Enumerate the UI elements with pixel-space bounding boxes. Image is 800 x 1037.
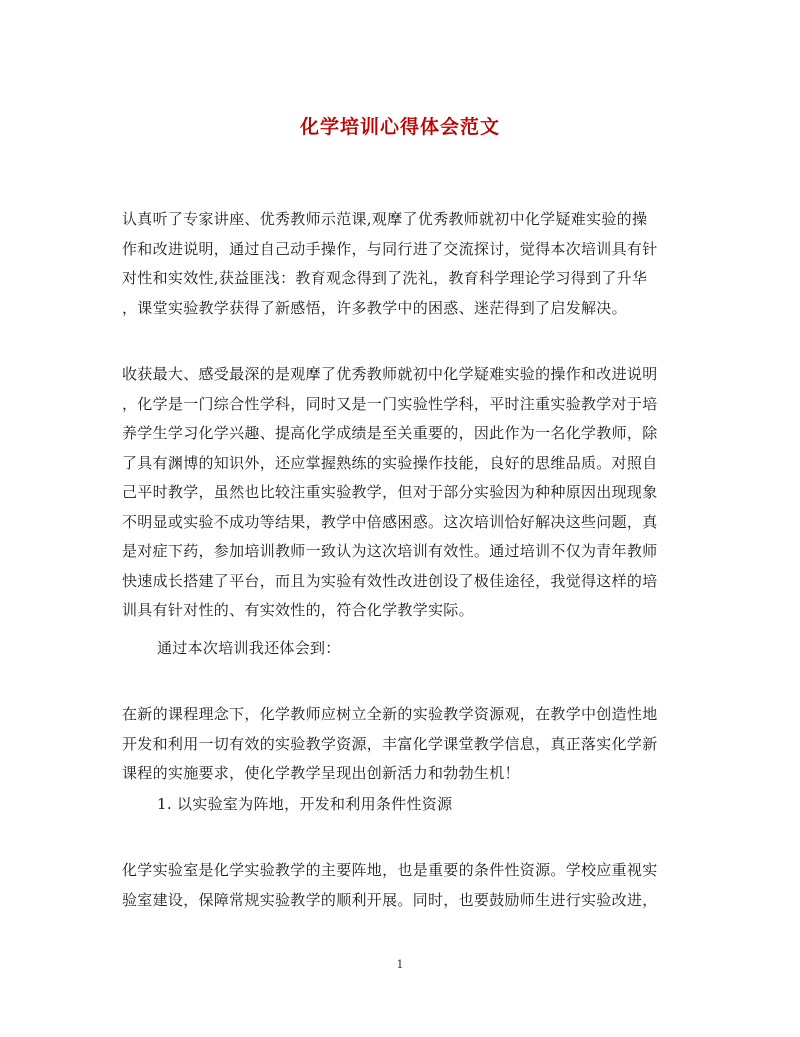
paragraph-line: 开发和利用一切有效的实验教学资源，丰富化学课堂教学信息，真正落实化学新: [122, 734, 658, 753]
paragraph-line: 作和改进说明，通过自己动手操作，与同行进了交流探讨，觉得本次培训具有针: [122, 239, 658, 258]
page-number: 1: [396, 958, 404, 971]
paragraph-line: 化学实验室是化学实验教学的主要阵地，也是重要的条件性资源。学校应重视实: [122, 861, 658, 879]
paragraph-line: 不明显或实验不成功等结果，教学中倍感困惑。这次培训恰好解决这些问题，真: [122, 512, 658, 531]
paragraph-line: 己平时教学，虽然也比较注重实验教学，但对于部分实验因为种种原因出现现象: [122, 483, 658, 501]
paragraph-4: [122, 700, 682, 789]
paragraph-line: 快速成长搭建了平台，而且为实验有效性改进创设了极佳途径，我觉得这样的培: [122, 571, 658, 590]
paragraph-1: [122, 205, 682, 323]
paragraph-line: 课程的实施要求，使化学教学呈现出创新活力和勃勃生机！: [122, 764, 520, 782]
paragraph-line: ，课堂实验教学获得了新感悟，许多教学中的困惑、迷茫得到了启发解决。: [122, 298, 627, 317]
paragraph-line: 验室建设，保障常规实验教学的顺利开展。同时，也要鼓励师生进行实验改进，: [122, 890, 658, 909]
paragraph-line: 训具有针对性的、有实效性的，符合化学教学实际。: [122, 601, 474, 619]
paragraph-line: 通过本次培训我还体会到：: [157, 639, 341, 657]
paragraph-2: [122, 360, 682, 626]
paragraph-line: 是对症下药，参加培训教师一致认为这次培训有效性。通过培训不仅为青年教师: [122, 542, 658, 560]
paragraph-line: ，化学是一门综合性学科，同时又是一门实验性学科，平时注重实验教学对于培: [122, 394, 658, 413]
paragraph-line: 养学生学习化学兴趣、提高化学成绩是至关重要的，因此作为一名化学教师，除: [122, 424, 658, 442]
paragraph-line: 1. 以实验室为阵地，开发和利用条件性资源: [157, 795, 453, 813]
paragraph-6: [122, 856, 682, 915]
document-title: 化学培训心得体会范文: [299, 116, 500, 138]
paragraph-line: 了具有渊博的知识外，还应掌握熟练的实验操作技能，良好的思维品质。对照自: [122, 453, 658, 472]
paragraph-line: 收获最大、感受最深的是观摩了优秀教师就初中化学疑难实验的操作和改进说明: [122, 365, 658, 383]
paragraph-3: [157, 634, 677, 664]
paragraph-line: 认真听了专家讲座、优秀教师示范课,观摩了优秀教师就初中化学疑难实验的操: [122, 210, 648, 228]
paragraph-line: 对性和实效性,获益匪浅：教育观念得到了洗礼，教育科学理论学习得到了升华: [122, 269, 648, 287]
numbered-heading: [157, 790, 677, 820]
paragraph-line: 在新的课程理念下，化学教师应树立全新的实验教学资源观，在教学中创造性地: [122, 705, 658, 723]
